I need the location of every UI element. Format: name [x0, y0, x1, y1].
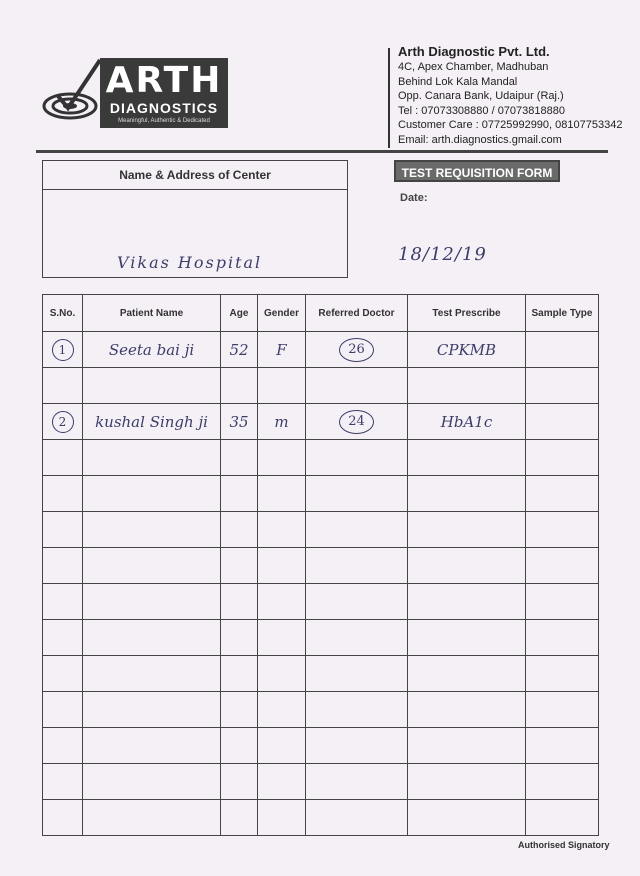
form-title: TEST REQUISITION FORM	[394, 160, 560, 182]
company-address-2: Behind Lok Kala Mandal	[398, 75, 518, 88]
cell-sample	[526, 368, 599, 404]
header-rule	[36, 150, 608, 153]
cell-empty	[43, 764, 83, 800]
cell-empty	[526, 440, 599, 476]
cell-empty	[526, 800, 599, 836]
doctor-circle: 24	[339, 410, 374, 434]
header-sno: S.No.	[43, 295, 83, 332]
cell-empty	[43, 584, 83, 620]
header-referred-doctor: Referred Doctor	[306, 295, 408, 332]
cell-empty	[258, 800, 306, 836]
cell-empty	[408, 440, 526, 476]
table-row	[43, 584, 599, 620]
cell-name: Seeta bai ji	[83, 332, 221, 368]
cell-empty	[83, 656, 221, 692]
cell-empty	[221, 620, 258, 656]
cell-empty	[408, 512, 526, 548]
table-row	[43, 548, 599, 584]
cell-empty	[221, 476, 258, 512]
logo-brand: ARTH	[105, 60, 223, 101]
company-address-1: 4C, Apex Chamber, Madhuban	[398, 61, 549, 73]
cell-empty	[306, 620, 408, 656]
header-patient-name: Patient Name	[83, 295, 221, 332]
table-row	[43, 764, 599, 800]
cell-doctor	[306, 332, 408, 368]
center-value: Vikas Hospital	[117, 253, 263, 272]
cell-empty	[526, 656, 599, 692]
cell-empty	[526, 764, 599, 800]
cell-empty	[306, 692, 408, 728]
cell-empty	[258, 692, 306, 728]
table-row	[43, 620, 599, 656]
cell-sno	[43, 368, 83, 404]
table-row	[43, 404, 599, 440]
cell-empty	[43, 548, 83, 584]
cell-empty	[83, 440, 221, 476]
authorised-signatory: Authorised Signatory	[518, 840, 610, 850]
header-age: Age	[221, 295, 258, 332]
cell-empty	[306, 656, 408, 692]
cell-empty	[43, 620, 83, 656]
sno-circle: 2	[52, 411, 74, 433]
header-test-prescribe: Test Prescribe	[408, 295, 526, 332]
cell-empty	[83, 620, 221, 656]
cell-empty	[258, 440, 306, 476]
cell-empty	[526, 692, 599, 728]
company-email: Email: arth.diagnostics.gmail.com	[398, 133, 562, 146]
cell-empty	[408, 692, 526, 728]
cell-empty	[526, 548, 599, 584]
date-value: 18/12/19	[398, 244, 487, 265]
cell-empty	[43, 476, 83, 512]
company-logo	[40, 56, 230, 132]
cell-empty	[306, 512, 408, 548]
cell-name	[83, 368, 221, 404]
cell-age: 35	[221, 404, 258, 440]
table-row	[43, 476, 599, 512]
cell-empty	[221, 656, 258, 692]
cell-empty	[306, 476, 408, 512]
cell-doctor	[306, 404, 408, 440]
cell-test: CPKMB	[408, 332, 526, 368]
cell-test: HbA1c	[408, 404, 526, 440]
cell-empty	[408, 728, 526, 764]
cell-empty	[221, 764, 258, 800]
cell-empty	[43, 512, 83, 548]
cell-empty	[408, 476, 526, 512]
company-name: Arth Diagnostic Pvt. Ltd.	[398, 44, 550, 59]
cell-empty	[258, 656, 306, 692]
cell-empty	[258, 548, 306, 584]
cell-empty	[306, 440, 408, 476]
cell-empty	[43, 728, 83, 764]
cell-empty	[43, 440, 83, 476]
table-row	[43, 800, 599, 836]
date-label: Date:	[400, 192, 428, 204]
cell-empty	[83, 476, 221, 512]
cell-empty	[83, 512, 221, 548]
logo-sub: DIAGNOSTICS	[109, 100, 219, 116]
cell-sample	[526, 404, 599, 440]
cell-empty	[526, 584, 599, 620]
cell-empty	[83, 800, 221, 836]
cell-name: kushal Singh ji	[83, 404, 221, 440]
cell-empty	[306, 548, 408, 584]
cell-empty	[221, 584, 258, 620]
cell-empty	[43, 692, 83, 728]
table-row	[43, 332, 599, 368]
table-row	[43, 656, 599, 692]
cell-empty	[306, 728, 408, 764]
center-title: Name & Address of Center	[43, 161, 347, 190]
cell-empty	[83, 584, 221, 620]
table-row	[43, 440, 599, 476]
cell-empty	[306, 800, 408, 836]
cell-empty	[258, 728, 306, 764]
test-table	[42, 294, 599, 836]
cell-empty	[306, 584, 408, 620]
cell-empty	[221, 440, 258, 476]
center-box	[42, 160, 348, 278]
logo-wordmark	[100, 58, 228, 128]
cell-empty	[221, 728, 258, 764]
cell-empty	[43, 656, 83, 692]
cell-empty	[526, 728, 599, 764]
cell-empty	[221, 800, 258, 836]
table-header-row	[43, 295, 599, 332]
cell-gender	[258, 368, 306, 404]
table-row	[43, 728, 599, 764]
cell-empty	[408, 764, 526, 800]
cell-age	[221, 368, 258, 404]
cell-gender: m	[258, 404, 306, 440]
cell-empty	[526, 512, 599, 548]
cell-empty	[408, 800, 526, 836]
company-address-3: Opp. Canara Bank, Udaipur (Raj.)	[398, 90, 564, 103]
cell-sno	[43, 404, 83, 440]
cell-empty	[408, 548, 526, 584]
cell-doctor	[306, 368, 408, 404]
table-row	[43, 512, 599, 548]
sno-circle: 1	[52, 339, 74, 361]
table-row	[43, 368, 599, 404]
cell-empty	[408, 584, 526, 620]
cell-empty	[221, 692, 258, 728]
cell-gender: F	[258, 332, 306, 368]
company-care: Customer Care : 07725992990, 08107753342	[398, 119, 623, 132]
cell-empty	[258, 764, 306, 800]
cell-empty	[258, 512, 306, 548]
cell-empty	[83, 692, 221, 728]
company-tel: Tel : 07073308880 / 07073818880	[398, 104, 565, 117]
cell-empty	[221, 548, 258, 584]
cell-empty	[83, 548, 221, 584]
cell-age: 52	[221, 332, 258, 368]
cell-empty	[258, 584, 306, 620]
cell-empty	[221, 512, 258, 548]
cell-sample	[526, 332, 599, 368]
cell-empty	[408, 656, 526, 692]
doctor-circle: 26	[339, 338, 374, 362]
cell-test	[408, 368, 526, 404]
header-gender: Gender	[258, 295, 306, 332]
header-sample-type: Sample Type	[526, 295, 599, 332]
cell-empty	[526, 476, 599, 512]
cell-empty	[258, 476, 306, 512]
cell-empty	[43, 800, 83, 836]
cell-empty	[306, 764, 408, 800]
cell-sno	[43, 332, 83, 368]
header-divider	[388, 48, 390, 148]
cell-empty	[83, 764, 221, 800]
logo-tagline: Meaningful, Authentic & Dedicated	[118, 118, 210, 124]
cell-empty	[526, 620, 599, 656]
cell-empty	[258, 620, 306, 656]
table-row	[43, 692, 599, 728]
cell-empty	[408, 620, 526, 656]
company-info	[398, 44, 622, 148]
cell-empty	[83, 728, 221, 764]
